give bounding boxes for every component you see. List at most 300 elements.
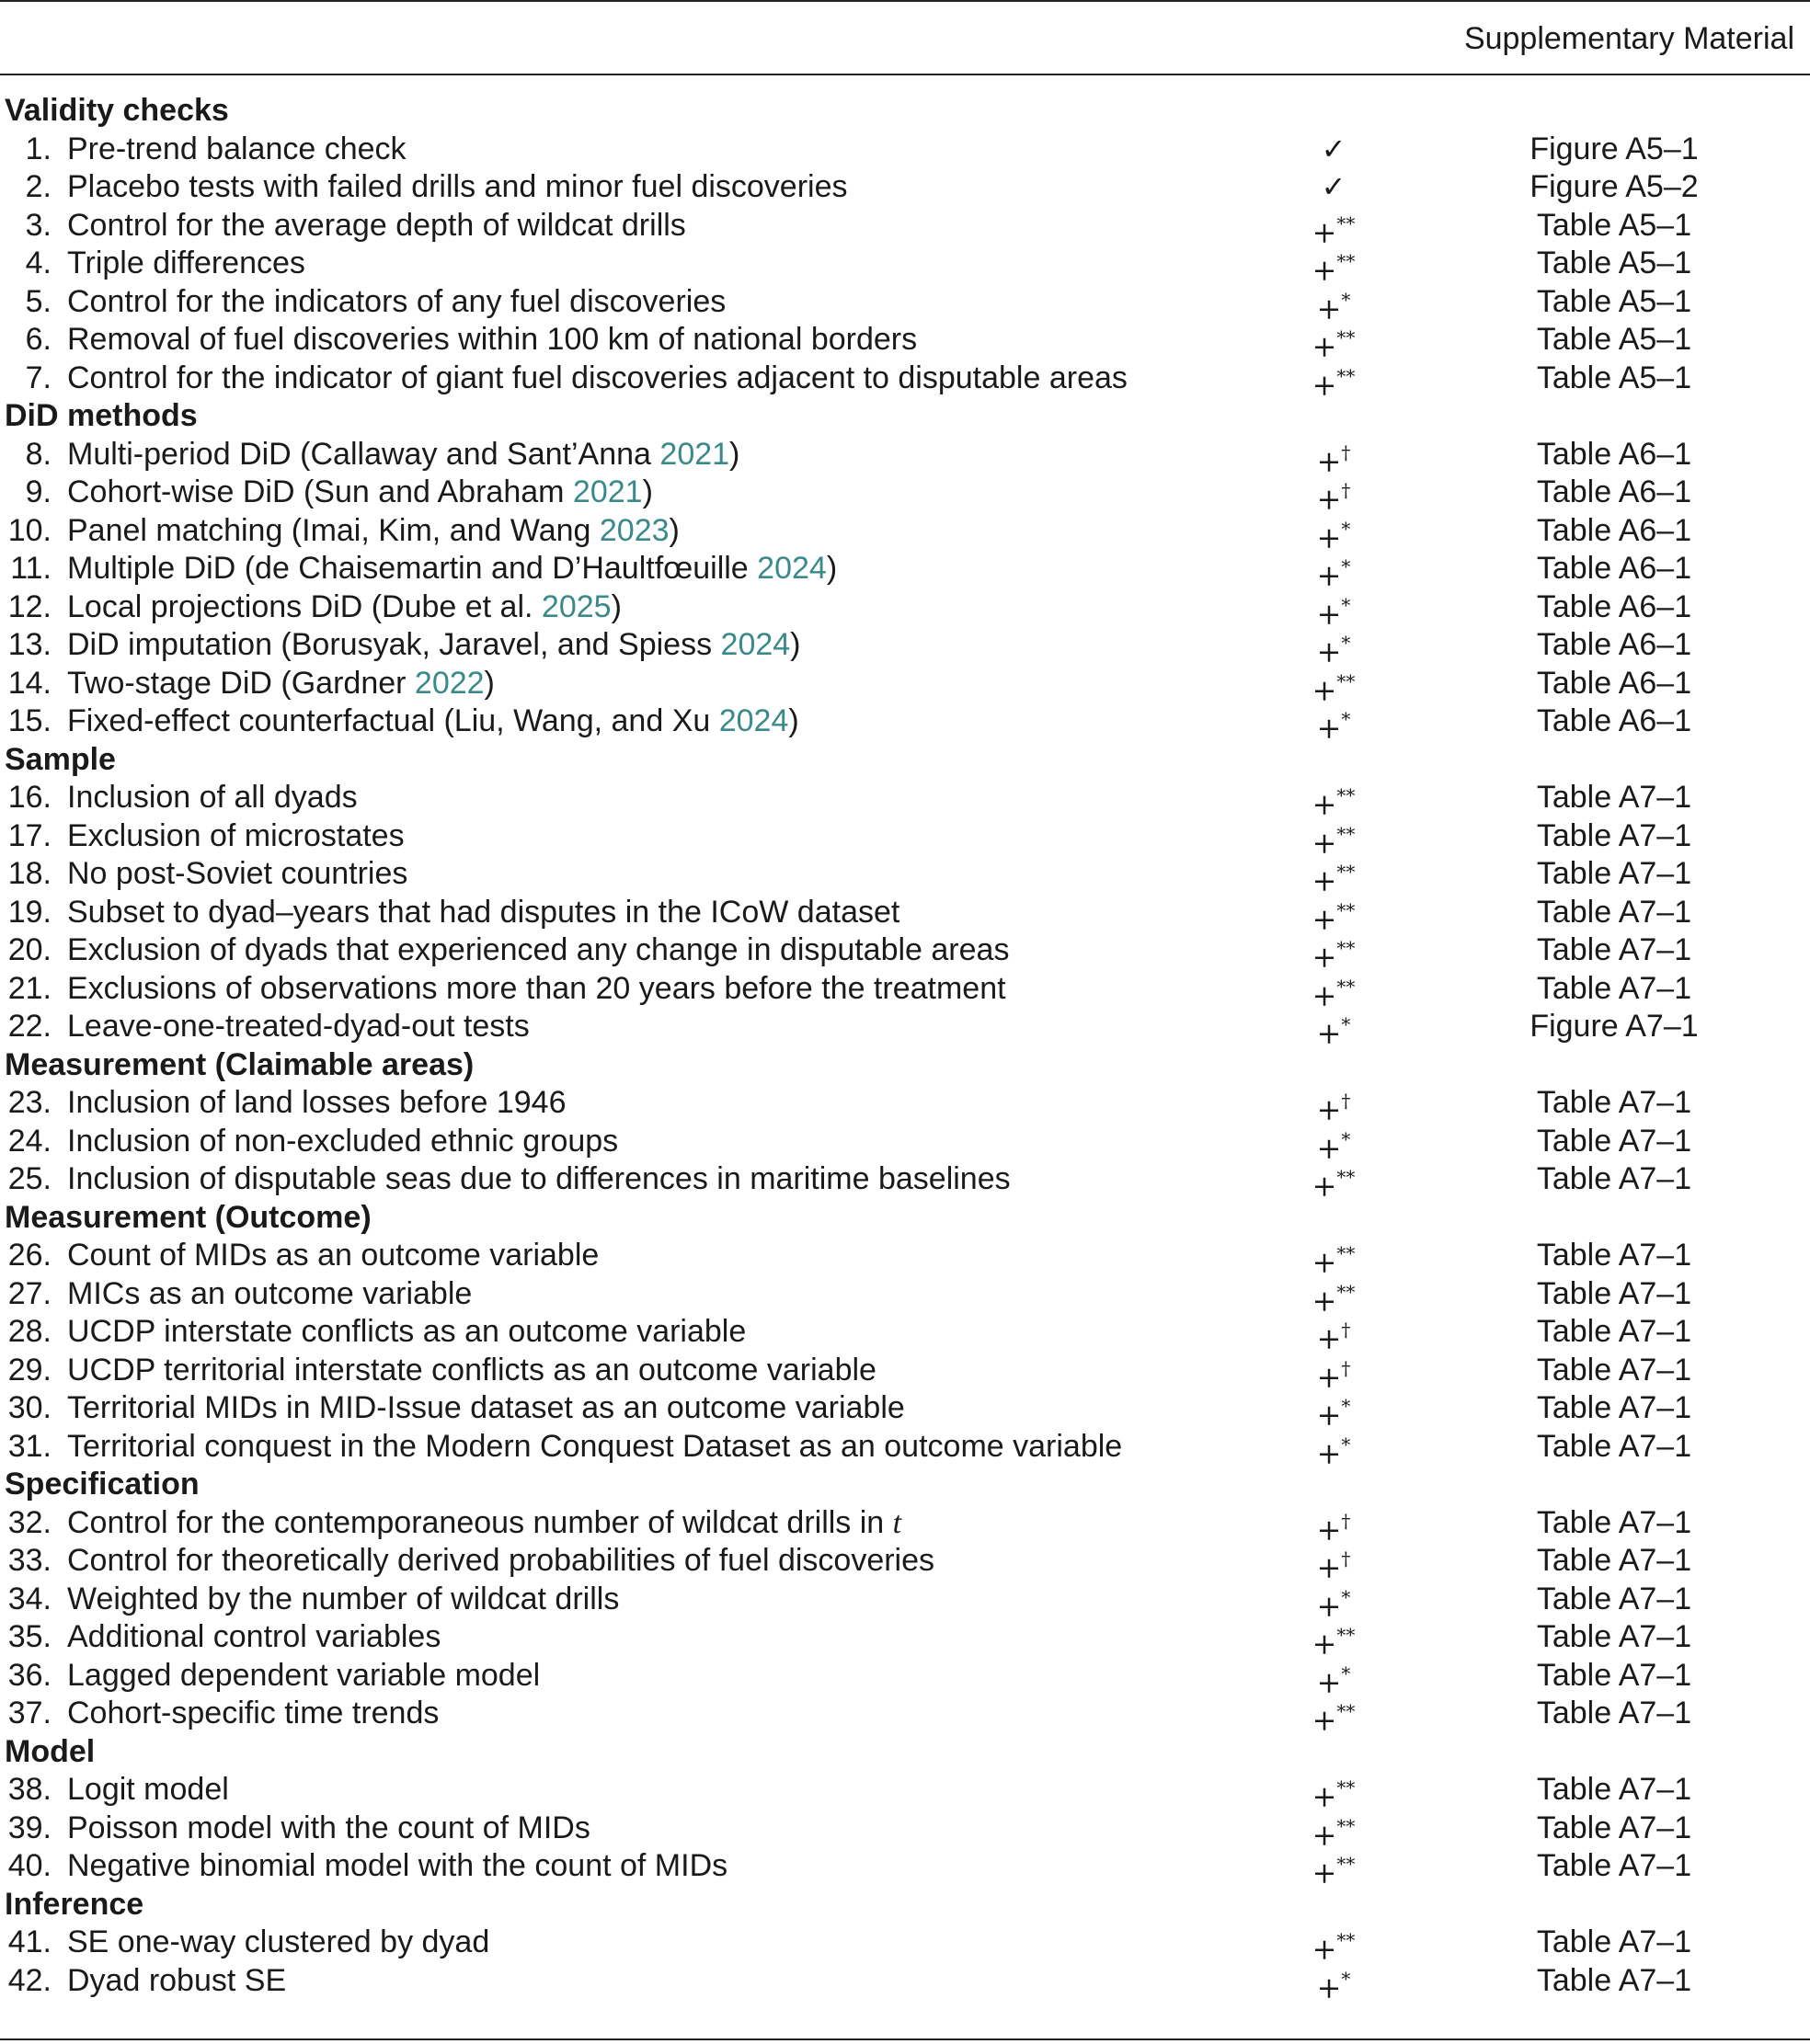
table-row	[0, 512, 1810, 555]
row-label	[67, 1123, 618, 1161]
table-row	[0, 168, 1810, 207]
row-label	[67, 168, 848, 207]
reference-cell: Table A5–1	[1536, 283, 1692, 319]
label-text: Lagged dependent variable model	[67, 1657, 541, 1693]
label-text: Control for the average depth of wildcat drills	[67, 207, 686, 243]
table-row	[0, 1389, 1810, 1433]
row-label	[67, 1924, 489, 1962]
label-text: Inclusion of land losses before 1946	[67, 1085, 567, 1120]
plus-sign: +	[1316, 1549, 1342, 1585]
row-number: 33.	[7, 1543, 52, 1578]
citation-link[interactable]: 2023	[599, 512, 670, 548]
label-text: Poisson model with the count of MIDs	[67, 1810, 590, 1845]
label-text: Multiple DiD (de Chaisemartin and D’Haultfœuille	[67, 551, 758, 586]
plus-sign: +	[1312, 977, 1337, 1013]
reference-cell: Table A7–1	[1536, 970, 1692, 1006]
row-label	[67, 665, 495, 703]
row-number: 36.	[7, 1657, 52, 1693]
row-number: 12.	[7, 588, 52, 624]
significance-marker: **	[1336, 364, 1356, 387]
significance-marker: **	[1336, 326, 1356, 348]
plus-sign: +	[1316, 1015, 1342, 1051]
significance-marker: **	[1336, 784, 1356, 806]
table-row	[0, 550, 1810, 593]
label-text: Inclusion of non-excluded ethnic groups	[67, 1123, 619, 1159]
plus-sign: +	[1312, 1283, 1337, 1319]
table-row	[0, 1924, 1810, 1967]
label-close: )	[788, 703, 799, 738]
check-icon: ✓	[1321, 131, 1346, 166]
reference-cell: Table A7–1	[1536, 894, 1692, 930]
table-row	[0, 931, 1810, 975]
section-title: DiD methods	[5, 398, 198, 433]
significance-marker: **	[1336, 1853, 1356, 1875]
row-label	[67, 436, 739, 474]
row-label	[67, 245, 305, 283]
row-number: 25.	[7, 1161, 52, 1196]
table-row	[0, 702, 1810, 746]
plus-sign: +	[1312, 672, 1337, 708]
significance-marker: *	[1341, 708, 1351, 730]
significance-marker: *	[1341, 632, 1351, 654]
plus-sign: +	[1312, 1626, 1337, 1661]
reference-cell: Table A7–1	[1536, 1924, 1692, 1959]
table-row	[0, 131, 1810, 169]
row-number: 32.	[7, 1504, 52, 1540]
significance-marker: *	[1341, 1433, 1351, 1456]
reference-cell: Table A7–1	[1536, 1543, 1692, 1578]
plus-sign: +	[1312, 786, 1337, 822]
row-label	[67, 283, 726, 322]
label-text: Exclusion of dyads that experienced any change in disputable areas	[67, 932, 1010, 967]
row-number: 23.	[7, 1085, 52, 1120]
row-label	[67, 1275, 472, 1314]
row-label	[67, 1542, 934, 1581]
label-close: )	[484, 665, 495, 701]
row-number: 4.	[25, 246, 52, 280]
reference-cell: Table A7–1	[1536, 1696, 1692, 1730]
plus-sign: +	[1312, 1702, 1337, 1738]
result-mark	[1276, 131, 1392, 169]
table-row	[0, 779, 1810, 822]
table-row	[0, 1962, 1810, 2005]
label-text: MICs as an outcome variable	[67, 1275, 473, 1311]
math-symbol: t	[892, 1505, 902, 1540]
bottom-rule	[0, 2038, 1810, 2040]
row-label	[67, 1428, 1122, 1467]
row-number: 31.	[7, 1428, 52, 1464]
reference-cell: Table A6–1	[1536, 436, 1692, 472]
label-text: Weighted by the number of wildcat drills	[67, 1581, 620, 1616]
top-rule	[0, 0, 1810, 2]
plus-sign: +	[1312, 901, 1337, 937]
plus-sign: +	[1316, 710, 1342, 746]
table-row	[0, 1008, 1810, 1051]
significance-marker: **	[1336, 861, 1356, 883]
result-mark	[1276, 1962, 1392, 2007]
plus-sign: +	[1312, 939, 1337, 975]
significance-marker: **	[1336, 1700, 1356, 1722]
citation-link[interactable]: 2021	[659, 436, 730, 472]
significance-marker: *	[1341, 555, 1351, 577]
plus-sign: +	[1312, 1855, 1337, 1890]
reference-cell: Figure A5–1	[1529, 131, 1699, 166]
label-text: Pre-trend balance check	[67, 131, 407, 166]
section-header	[0, 1466, 1810, 1504]
plus-sign: +	[1316, 1091, 1342, 1127]
row-number: 24.	[7, 1123, 52, 1159]
section-title: Specification	[5, 1467, 200, 1502]
row-label	[67, 1008, 530, 1046]
label-text: Cohort-specific time trends	[67, 1696, 440, 1730]
row-number: 26.	[7, 1238, 52, 1273]
label-text: Removal of fuel discoveries within 100 km of national borders	[67, 322, 918, 357]
row-number: 17.	[7, 817, 52, 853]
row-number: 7.	[25, 360, 52, 395]
label-text: Subset to dyad–years that had disputes in the ICoW dataset	[67, 894, 900, 930]
plus-sign: +	[1312, 1778, 1337, 1814]
row-number: 29.	[7, 1352, 52, 1387]
section-header	[0, 1886, 1810, 1924]
row-label	[67, 131, 407, 169]
row-label	[67, 894, 899, 932]
row-number: 41.	[7, 1924, 52, 1959]
reference-cell: Table A7–1	[1536, 780, 1692, 815]
reference-cell: Table A7–1	[1536, 1314, 1692, 1349]
row-label	[67, 550, 837, 588]
significance-marker: *	[1341, 593, 1351, 616]
significance-marker: **	[1336, 1242, 1356, 1264]
reference-cell: Table A7–1	[1536, 1085, 1692, 1120]
table-row	[0, 1160, 1810, 1204]
row-label	[67, 855, 407, 894]
citation-link[interactable]: 2024	[757, 551, 827, 586]
citation-link[interactable]: 2025	[541, 588, 612, 624]
section-title: Inference	[5, 1886, 144, 1922]
label-text: Inclusion of all dyads	[67, 780, 358, 815]
significance-marker: **	[1336, 1280, 1356, 1303]
reference-cell: Table A7–1	[1536, 1238, 1692, 1273]
label-text: Control for theoretically derived probabilities of fuel discoveries	[67, 1543, 935, 1578]
section-title: Measurement (Claimable areas)	[5, 1046, 475, 1082]
label-text: Exclusion of microstates	[67, 817, 405, 853]
significance-marker: †	[1341, 1319, 1351, 1341]
result-mark	[1276, 168, 1392, 207]
row-label	[67, 1657, 540, 1696]
row-number: 39.	[7, 1810, 52, 1845]
row-number: 22.	[7, 1009, 52, 1044]
label-text: Inclusion of disputable seas due to differences in maritime baselines	[67, 1161, 1011, 1196]
label-text: UCDP territorial interstate conflicts as an outcome variable	[67, 1352, 876, 1387]
significance-marker: *	[1341, 1967, 1351, 1990]
table-row	[0, 1084, 1810, 1127]
row-number: 28.	[7, 1314, 52, 1349]
row-number: 30.	[7, 1390, 52, 1425]
plus-sign: +	[1316, 1970, 1342, 2005]
table-row	[0, 1695, 1810, 1738]
row-label	[67, 1389, 905, 1428]
table-row	[0, 360, 1810, 403]
table-row	[0, 1428, 1810, 1471]
section-header	[0, 1733, 1810, 1772]
significance-marker: **	[1336, 937, 1356, 959]
plus-sign: +	[1316, 1359, 1342, 1395]
reference-cell: Table A5–1	[1536, 246, 1692, 280]
plus-sign: +	[1312, 825, 1337, 861]
label-text: DiD imputation (Borusyak, Jaravel, and Spiess	[67, 627, 721, 662]
row-number: 9.	[25, 474, 52, 509]
reference-cell: Table A6–1	[1536, 627, 1692, 662]
reference-cell: Table A6–1	[1536, 512, 1692, 548]
row-number: 2.	[25, 169, 52, 204]
row-label	[67, 474, 653, 512]
table-row	[0, 1847, 1810, 1890]
significance-marker: *	[1341, 1585, 1351, 1608]
row-label	[67, 1810, 590, 1848]
plus-sign: +	[1312, 1931, 1337, 1967]
reference-cell: Table A7–1	[1536, 1504, 1692, 1540]
reference-cell: Table A7–1	[1536, 1161, 1692, 1196]
header-rule	[0, 74, 1810, 75]
row-number: 5.	[25, 283, 52, 319]
label-close: )	[826, 551, 838, 586]
significance-marker: **	[1336, 975, 1356, 998]
citation-link[interactable]: 2021	[572, 474, 643, 509]
section-title: Measurement (Outcome)	[5, 1199, 372, 1235]
row-number: 1.	[25, 131, 52, 166]
row-label	[67, 1695, 439, 1733]
reference-cell: Table A6–1	[1536, 665, 1692, 701]
plus-sign: +	[1316, 1435, 1342, 1471]
reference-cell: Table A6–1	[1536, 588, 1692, 624]
section-title: Validity checks	[5, 93, 229, 128]
significance-marker: **	[1336, 898, 1356, 921]
reference-cell: Table A6–1	[1536, 551, 1692, 586]
plus-sign: +	[1316, 1588, 1342, 1624]
row-number: 11.	[10, 551, 52, 586]
table-row	[0, 855, 1810, 898]
reference-cell: Table A7–1	[1536, 1772, 1692, 1807]
row-number: 3.	[25, 207, 52, 243]
plus-sign: +	[1316, 596, 1342, 632]
significance-marker: †	[1341, 479, 1351, 501]
row-label	[67, 1160, 1011, 1199]
label-text: No post-Soviet countries	[67, 856, 408, 891]
label-text: Placebo tests with failed drills and minor fuel discoveries	[67, 169, 848, 204]
table-row	[0, 321, 1810, 364]
table-row	[0, 817, 1810, 861]
plus-sign: +	[1316, 291, 1342, 326]
label-text: Local projections DiD (Dube et al.	[67, 588, 542, 624]
row-number: 16.	[7, 780, 52, 815]
row-label	[67, 588, 622, 627]
plus-sign: +	[1316, 1664, 1342, 1700]
row-number: 27.	[7, 1275, 52, 1311]
label-text: Multi-period DiD (Callaway and Sant’Anna	[67, 436, 660, 472]
row-label	[67, 779, 358, 817]
significance-marker: *	[1341, 1395, 1351, 1417]
significance-marker: †	[1341, 440, 1351, 463]
row-label	[67, 1581, 619, 1619]
label-text: Logit model	[67, 1772, 229, 1807]
label-text: Two-stage DiD (Gardner	[67, 665, 415, 701]
plus-sign: +	[1316, 1320, 1342, 1356]
label-text: Control for the contemporaneous number of wildcat drills in	[67, 1504, 893, 1540]
table-row	[0, 665, 1810, 708]
plus-sign: +	[1316, 481, 1342, 517]
column-header-supplementary: Supplementary Material	[1463, 21, 1794, 56]
significance-marker: **	[1336, 669, 1356, 692]
plus-sign: +	[1316, 1512, 1342, 1547]
significance-marker: *	[1341, 1661, 1351, 1684]
reference-cell: Table A7–1	[1536, 1581, 1692, 1616]
plus-sign: +	[1316, 634, 1342, 669]
row-number: 18.	[7, 856, 52, 891]
label-text: Territorial conquest in the Modern Conquest Dataset as an outcome variable	[67, 1428, 1123, 1464]
plus-sign: +	[1316, 443, 1342, 479]
significance-marker: *	[1341, 517, 1351, 540]
label-close: )	[642, 474, 653, 509]
label-close: )	[611, 588, 622, 624]
label-text: Fixed-effect counterfactual (Liu, Wang, and Xu	[67, 703, 719, 738]
label-text: Triple differences	[67, 246, 305, 280]
table-row	[0, 588, 1810, 632]
plus-sign: +	[1312, 367, 1337, 403]
row-label	[67, 702, 799, 741]
table-row	[0, 894, 1810, 937]
row-label	[67, 512, 680, 551]
significance-marker: †	[1341, 1356, 1351, 1379]
significance-marker: *	[1341, 1127, 1351, 1150]
significance-marker: **	[1336, 1814, 1356, 1837]
reference-cell: Table A7–1	[1536, 1848, 1692, 1883]
row-number: 6.	[25, 322, 52, 357]
table-row	[0, 1313, 1810, 1356]
row-number: 14.	[7, 665, 52, 701]
table-row	[0, 1275, 1810, 1319]
section-header	[0, 1199, 1810, 1238]
citation-link[interactable]: 2024	[718, 703, 789, 738]
section-header	[0, 92, 1810, 131]
table-row	[0, 436, 1810, 479]
reference-cell: Table A7–1	[1536, 1390, 1692, 1425]
row-number: 35.	[7, 1619, 52, 1654]
label-text: Negative binomial model with the count of MIDs	[67, 1848, 728, 1883]
label-text: Additional control variables	[67, 1619, 441, 1654]
robustness-table	[0, 92, 1810, 2005]
reference-cell: Table A7–1	[1536, 1428, 1692, 1464]
row-number: 8.	[25, 436, 52, 472]
row-label	[67, 931, 1009, 970]
label-text: Leave-one-treated-dyad-out tests	[67, 1009, 530, 1044]
row-label	[67, 1237, 599, 1275]
row-label	[67, 1352, 876, 1390]
row-number: 10.	[7, 512, 52, 548]
significance-marker: **	[1336, 1624, 1356, 1646]
table-row	[0, 245, 1810, 288]
citation-link[interactable]: 2022	[414, 665, 485, 701]
row-label	[67, 817, 405, 856]
significance-marker: †	[1341, 1509, 1351, 1532]
significance-marker: **	[1336, 250, 1356, 272]
table-row	[0, 1504, 1810, 1547]
reference-cell: Table A5–1	[1536, 360, 1692, 395]
table-row	[0, 1123, 1810, 1166]
label-text: Control for the indicator of giant fuel discoveries adjacent to disputable areas	[67, 360, 1128, 395]
plus-sign: +	[1312, 1817, 1337, 1853]
plus-sign: +	[1312, 328, 1337, 364]
row-label	[67, 1962, 286, 2001]
reference-cell: Table A5–1	[1536, 207, 1692, 243]
table-row	[0, 1810, 1810, 1853]
label-text: Control for the indicators of any fuel discoveries	[67, 283, 727, 319]
row-number: 40.	[7, 1848, 52, 1883]
table-row	[0, 1657, 1810, 1700]
plus-sign: +	[1316, 1397, 1342, 1433]
reference-cell: Table A7–1	[1536, 1962, 1692, 1998]
reference-cell: Table A7–1	[1536, 932, 1692, 967]
reference-cell: Table A6–1	[1536, 474, 1692, 509]
plus-sign: +	[1312, 1244, 1337, 1280]
row-number: 37.	[7, 1696, 52, 1730]
label-text: Cohort-wise DiD (Sun and Abraham	[67, 474, 573, 509]
significance-marker: *	[1341, 288, 1351, 311]
plus-sign: +	[1312, 1168, 1337, 1204]
row-label	[67, 626, 801, 665]
row-number: 42.	[7, 1962, 52, 1998]
section-title: Sample	[5, 741, 116, 777]
label-close: )	[729, 436, 740, 472]
row-number: 13.	[7, 627, 52, 662]
table-row	[0, 1237, 1810, 1280]
row-label	[67, 1313, 746, 1352]
label-text: SE one-way clustered by dyad	[67, 1924, 490, 1959]
reference-cell: Table A5–1	[1536, 322, 1692, 357]
plus-sign: +	[1312, 252, 1337, 288]
reference-cell: Figure A5–2	[1529, 169, 1699, 204]
table-row	[0, 626, 1810, 669]
plus-sign: +	[1316, 557, 1342, 593]
table-row	[0, 1542, 1810, 1585]
label-text: Count of MIDs as an outcome variable	[67, 1238, 600, 1273]
row-label	[67, 970, 1006, 1009]
label-close: )	[669, 512, 680, 548]
section-header	[0, 741, 1810, 780]
significance-marker: **	[1336, 1166, 1356, 1188]
row-label	[67, 1847, 727, 1886]
row-number: 20.	[7, 932, 52, 967]
row-number: 21.	[7, 970, 52, 1006]
section-header	[0, 397, 1810, 436]
reference-cell: Table A7–1	[1536, 1657, 1692, 1693]
row-number: 19.	[7, 894, 52, 930]
significance-marker: **	[1336, 211, 1356, 234]
table-row	[0, 970, 1810, 1013]
check-icon: ✓	[1321, 169, 1346, 204]
row-number: 34.	[7, 1581, 52, 1616]
reference-cell: Table A7–1	[1536, 856, 1692, 891]
reference-cell: Table A6–1	[1536, 703, 1692, 738]
table-row	[0, 474, 1810, 517]
plus-sign: +	[1316, 520, 1342, 555]
reference-cell: Table A7–1	[1536, 1352, 1692, 1387]
table-row	[0, 1581, 1810, 1624]
label-text: Dyad robust SE	[67, 1962, 287, 1998]
significance-marker: **	[1336, 1929, 1356, 1951]
plus-sign: +	[1312, 214, 1337, 250]
label-text: UCDP interstate conflicts as an outcome variable	[67, 1314, 747, 1349]
citation-link[interactable]: 2024	[720, 627, 791, 662]
